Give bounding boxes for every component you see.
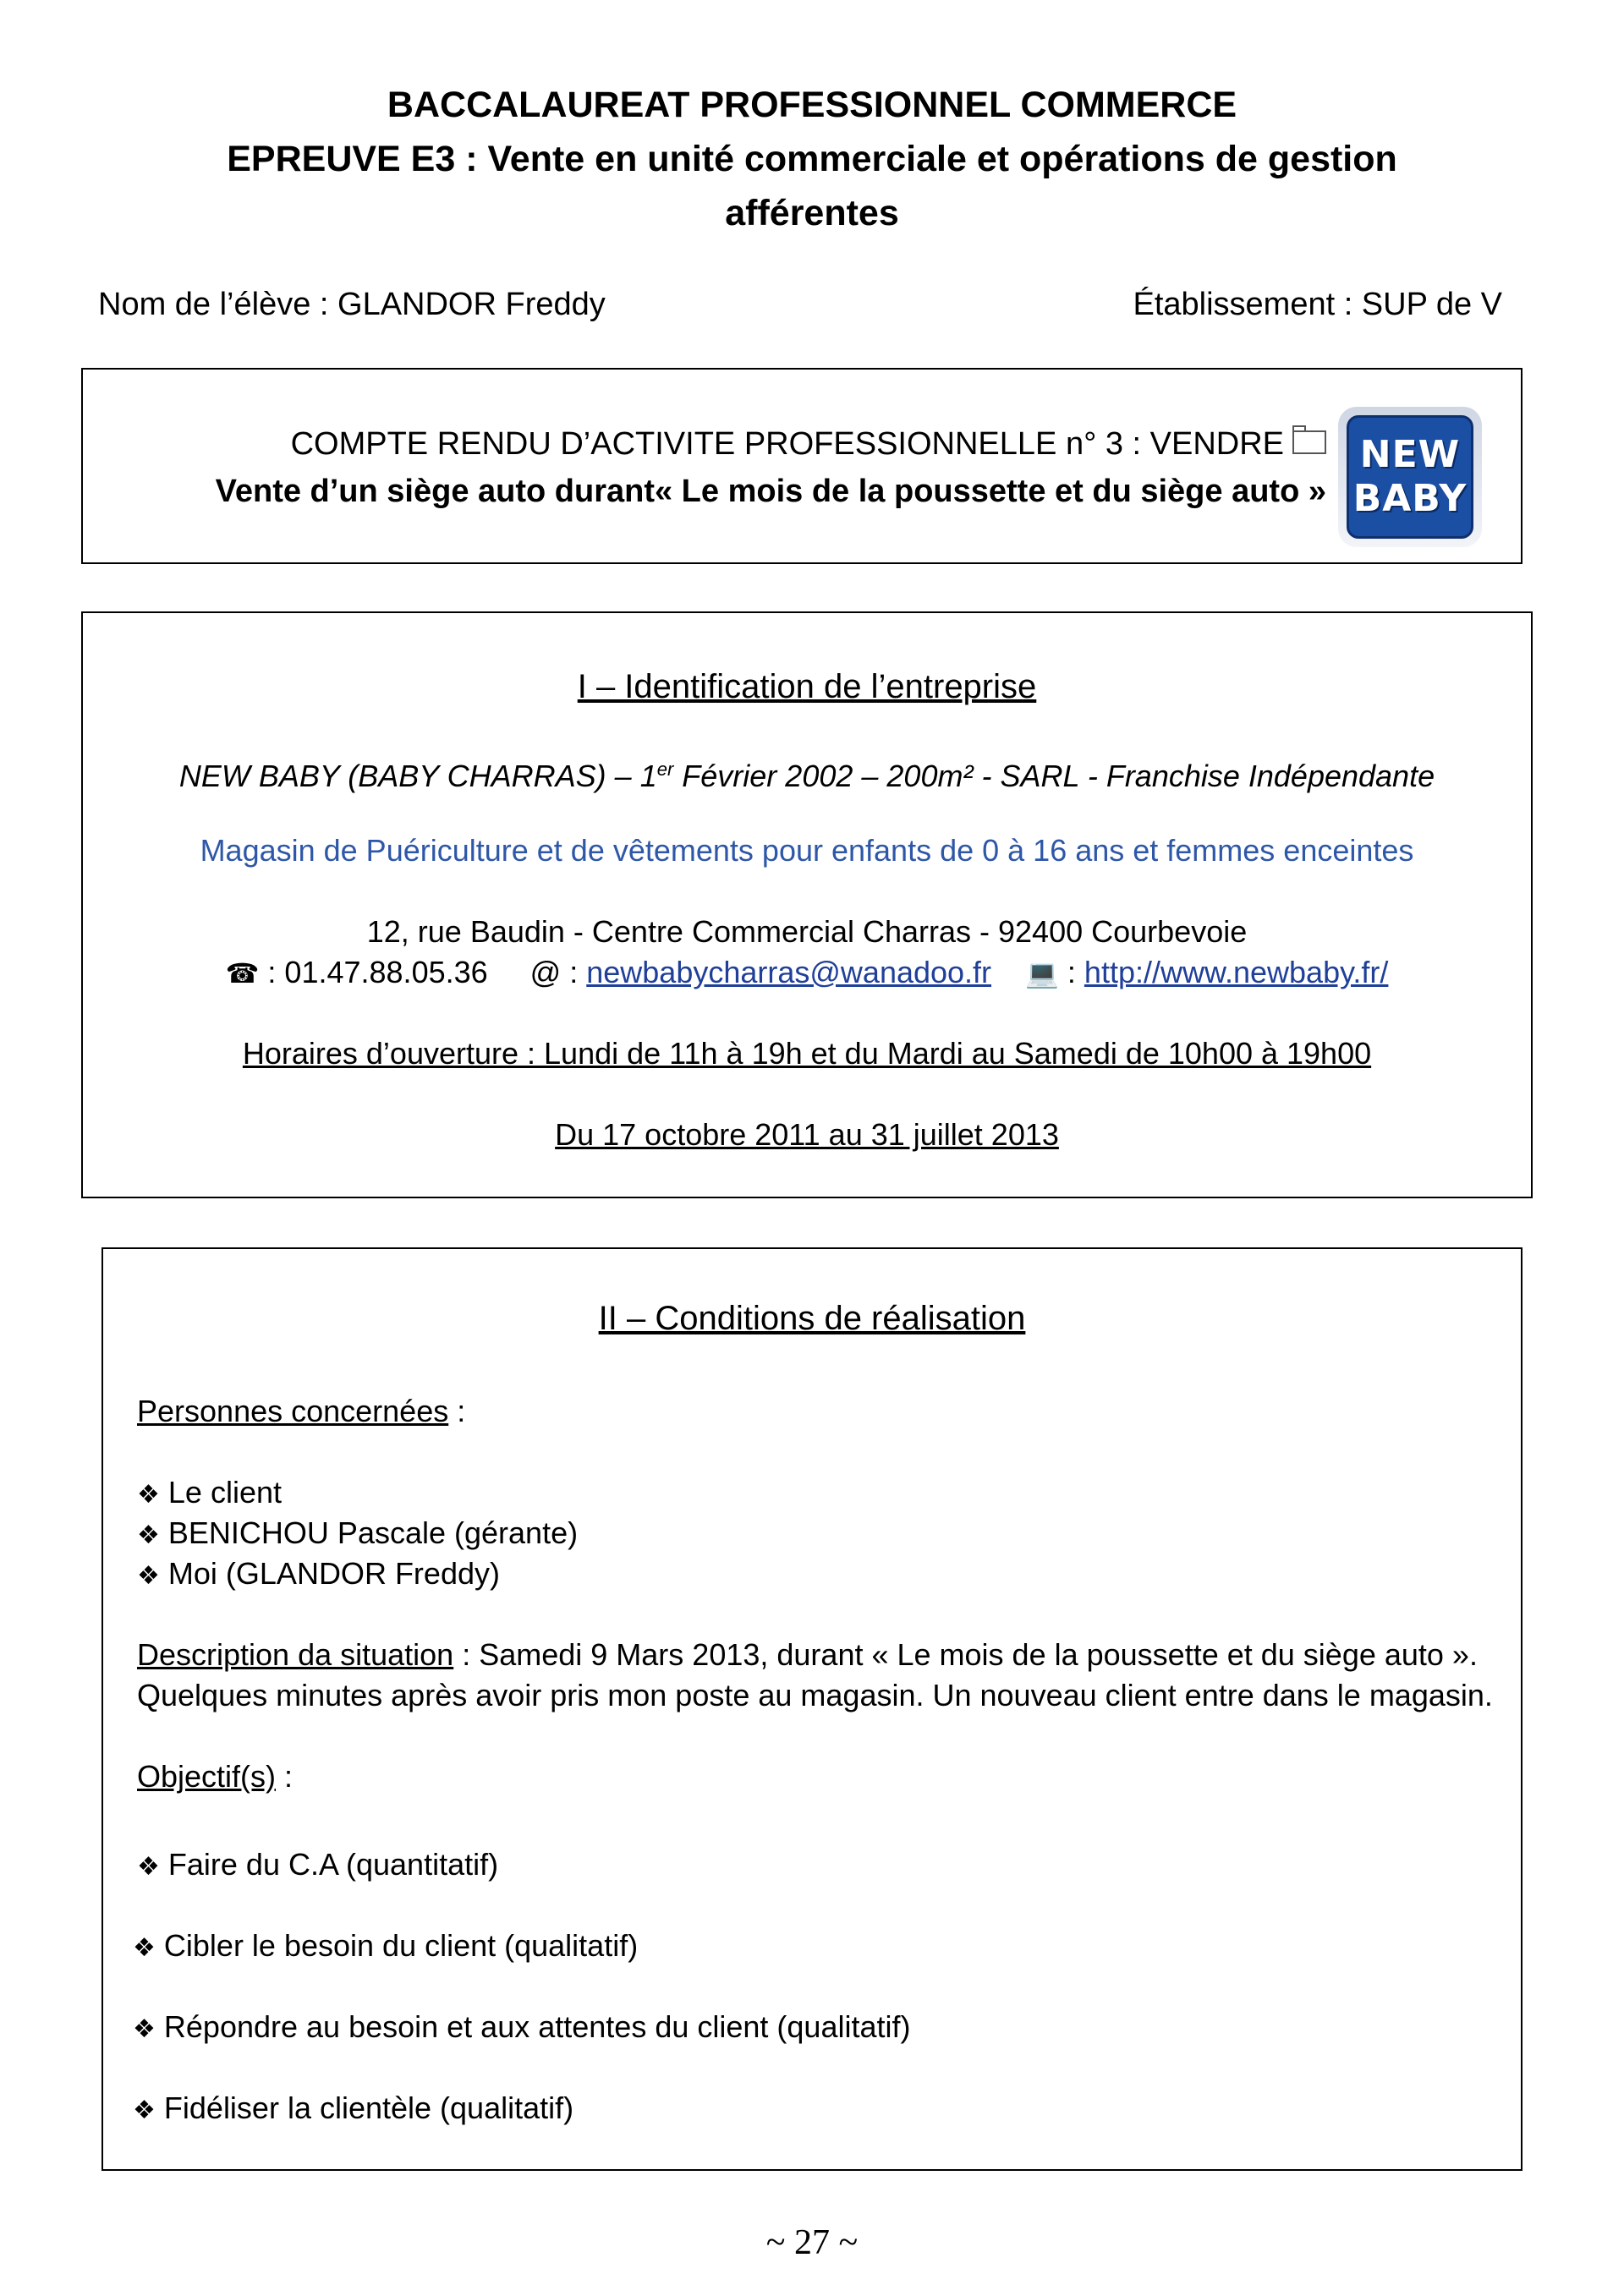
conditions-box (102, 1247, 1522, 2171)
description-label: Description da situation (137, 1637, 454, 1672)
laptop-icon: 💻 (1025, 957, 1059, 989)
bullet-icon: ❖ (133, 2096, 156, 2125)
phone-icon: ☎ (225, 957, 260, 989)
list-item (137, 1512, 578, 1557)
logo-line-1: NEW (1359, 433, 1461, 476)
student-name: Nom de l’élève : GLANDOR Freddy (98, 287, 606, 322)
persons-label: Personnes concernées (137, 1394, 449, 1428)
company-summary-sup: er (656, 759, 674, 780)
objective-item-text: Faire du C.A (quantitatif) (167, 1847, 499, 1882)
email-link[interactable]: newbabycharras@wanadoo.fr (586, 955, 992, 989)
company-description: Magasin de Puériculture et de vêtements pour enfants de 0 à 16 ans et femmes enceintes (200, 833, 1414, 868)
persons-suffix: : (448, 1394, 466, 1428)
internship-period: Du 17 octobre 2011 au 31 juillet 2013 (555, 1117, 1059, 1152)
report-title: COMPTE RENDU D’ACTIVITE PROFESSIONNELLE n° 3 : VENDRE (290, 426, 1284, 462)
document-header (0, 78, 1624, 240)
conditions-title: II – Conditions de réalisation (598, 1300, 1026, 1337)
email-prefix: @ : (529, 955, 587, 989)
company-contact (83, 951, 1531, 995)
company-address: 12, rue Baudin - Centre Commercial Charras - 92400 Courbevoie (366, 914, 1248, 949)
bullet-icon: ❖ (137, 1480, 160, 1510)
folder-icon (1292, 430, 1326, 454)
list-item (133, 1925, 638, 1970)
bullet-icon: ❖ (137, 1561, 160, 1591)
situation-description (137, 1634, 1478, 1676)
report-title-line (83, 420, 1326, 468)
objective-item-text: Fidéliser la clientèle (qualitatif) (163, 2091, 574, 2125)
list-item (133, 2087, 573, 2132)
description-line-2: Quelques minutes après avoir pris mon poste au magasin. Un nouveau client entre dans le magasin. (137, 1678, 1493, 1712)
company-summary-a: NEW BABY (BABY CHARRAS) – 1 (178, 759, 657, 793)
website-link[interactable]: http://www.newbaby.fr/ (1084, 955, 1389, 989)
page-number: ~ 27 ~ (765, 2223, 859, 2262)
objective-item-text: Répondre au besoin et aux attentes du client (qualitatif) (163, 2009, 911, 2044)
list-item (137, 1471, 282, 1516)
logo-badge (1347, 415, 1473, 539)
new-baby-logo (1338, 407, 1482, 547)
objectives-suffix: : (276, 1759, 294, 1794)
list-item (137, 1553, 500, 1597)
phone-number: : 01.47.88.05.36 (259, 955, 488, 989)
logo-line-2: BABY (1352, 477, 1468, 520)
list-item (137, 1844, 498, 1888)
header-line-3: afférentes (725, 193, 899, 233)
person-item-text: Le client (167, 1475, 282, 1510)
description-line-1: : Samedi 9 Mars 2013, durant « Le mois de la poussette et du siège auto ». (453, 1637, 1478, 1672)
company-identification-box (81, 611, 1533, 1198)
student-info (98, 279, 1502, 330)
identification-title: I – Identification de l’entreprise (577, 668, 1037, 705)
report-title-text (83, 420, 1326, 515)
company-summary (83, 748, 1531, 797)
person-item-text: Moi (GLANDOR Freddy) (167, 1556, 500, 1591)
person-item-text: BENICHOU Pascale (gérante) (167, 1515, 579, 1550)
objectives-label: Objectif(s) (137, 1759, 277, 1794)
header-line-2: EPREUVE E3 : Vente en unité commerciale et opérations de gestion (227, 139, 1397, 179)
bullet-icon: ❖ (137, 1521, 160, 1550)
persons-heading (137, 1390, 465, 1433)
objective-item-text: Cibler le besoin du client (qualitatif) (163, 1928, 639, 1963)
bullet-icon: ❖ (137, 1852, 160, 1882)
opening-hours: Horaires d’ouverture : Lundi de 11h à 19h et du Mardi au Samedi de 10h00 à 19h00 (242, 1036, 1372, 1071)
objectives-heading (137, 1756, 293, 1798)
header-line-1: BACCALAUREAT PROFESSIONNEL COMMERCE (387, 85, 1237, 125)
list-item (133, 2006, 910, 2051)
report-title-box (81, 368, 1522, 564)
web-prefix: : (1058, 955, 1084, 989)
bullet-icon: ❖ (133, 2014, 156, 2044)
bullet-icon: ❖ (133, 1933, 156, 1963)
company-summary-b: Février 2002 – 200m² - SARL - Franchise Indépendante (673, 759, 1435, 793)
report-subtitle: Vente d’un siège auto durant« Le mois de la poussette et du siège auto » (215, 474, 1326, 509)
school-name: Établissement : SUP de V (1133, 287, 1502, 322)
